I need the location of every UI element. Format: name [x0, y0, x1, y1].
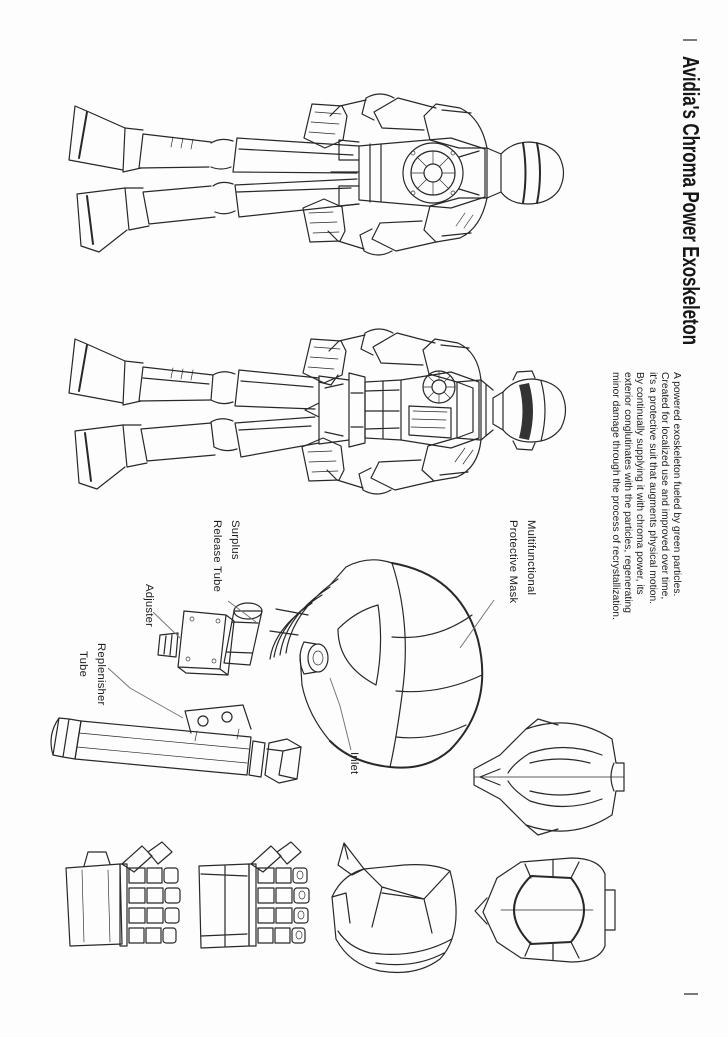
description-line: By continually supplying it with chroma power, its [634, 372, 646, 595]
description-line: minor damage through the process of recrystallization. [609, 372, 621, 620]
label-line: Release Tube [211, 520, 223, 593]
label-adjuster [140, 584, 158, 627]
label-multifunctional-protective-mask [504, 520, 540, 603]
label-line: Tube [77, 651, 89, 678]
description-line: A powered exoskeleton fueled by green particles. [671, 372, 682, 597]
page-title: Avidia's Chroma Power Exoskeleton [678, 56, 704, 345]
description-line: exterior conglutinates with the particles, regenerating [622, 372, 634, 613]
label-line: Surplus [229, 520, 241, 560]
label-line: Protective Mask [507, 520, 519, 604]
description-line: Created for localized use and improved over time, [658, 372, 670, 600]
label-line: Multifunctional [525, 520, 537, 596]
label-replenisher-tube [74, 643, 110, 706]
label-line: Adjuster [143, 584, 155, 628]
label-line: Inlet [348, 752, 360, 775]
label-inlet [345, 752, 363, 774]
description-line: it's a protective suit that augments physical motion. [646, 372, 658, 605]
label-surplus-release-tube [208, 520, 244, 592]
label-line: Replenisher [95, 643, 107, 706]
